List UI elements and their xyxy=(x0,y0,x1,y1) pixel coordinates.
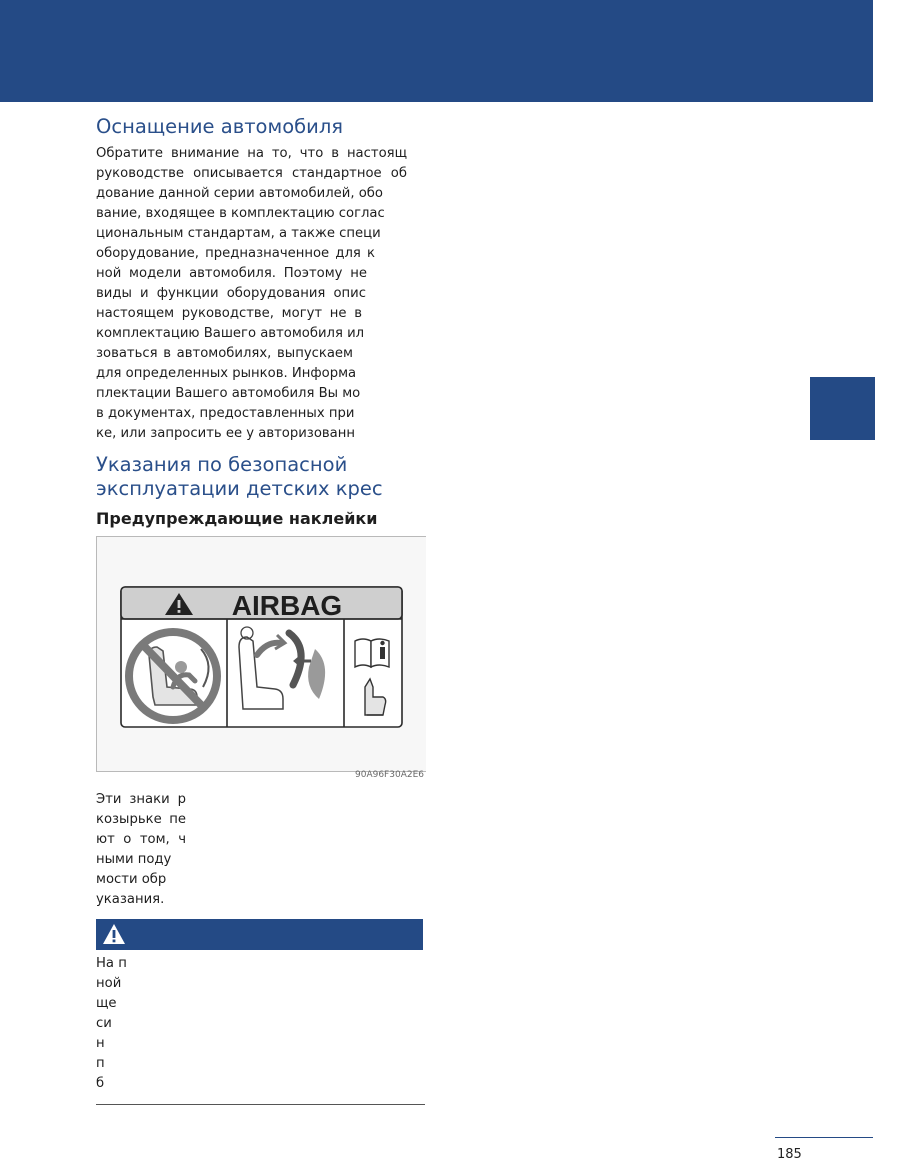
text-line: зоваться в автомобилях, выпускаем xyxy=(96,346,353,361)
text-line: ке, или запросить ее у авторизованн xyxy=(96,426,355,441)
section-title-equipment: Оснащение автомобиля xyxy=(96,115,344,138)
warning-text xyxy=(96,954,136,1094)
text-line: дование данной серии автомобилей, обо xyxy=(96,186,383,201)
text-line: указания. xyxy=(96,892,165,907)
warning-box-header xyxy=(96,919,423,950)
text-line: руководстве описывается стандартное об xyxy=(96,166,407,181)
text-line: Обратите внимание на то, что в настоящ xyxy=(96,146,407,161)
text-line: для определенных рынков. Информа xyxy=(96,366,357,381)
page-number-rule xyxy=(775,1137,873,1138)
text-line: н xyxy=(96,1036,105,1051)
text-line: комплектацию Вашего автомобиля ил xyxy=(96,326,365,341)
text-line: мости обр xyxy=(96,872,167,887)
text-line: Эти знаки р xyxy=(96,792,186,807)
text-line: циональным стандартам, а также специ xyxy=(96,226,381,241)
text-line: ной xyxy=(96,976,122,991)
text-line: оборудование, предназначенное для к xyxy=(96,246,375,261)
airbag-label-text: AIRBAG xyxy=(231,590,343,621)
text-line: ной модели автомобиля. Поэтому не xyxy=(96,266,367,281)
section-title-child-seats-line1: Указания по безопасной xyxy=(96,453,348,476)
text-line: настоящем руководстве, могут не в xyxy=(96,306,362,321)
text-line: вание, входящее в комплектацию соглас xyxy=(96,206,385,221)
text-line: в документах, предоставленных при xyxy=(96,406,355,421)
text-line: На п xyxy=(96,956,127,971)
text-line: б xyxy=(96,1076,105,1091)
text-line: си xyxy=(96,1016,112,1031)
section-child-seats-text xyxy=(96,790,186,910)
text-line: ще xyxy=(96,996,117,1011)
text-line: козырьке пе xyxy=(96,812,186,827)
subsection-title-warning-labels: Предупреждающие наклейки xyxy=(96,509,378,528)
section-title-child-seats-line2: эксплуатации детских крес xyxy=(96,477,383,500)
chapter-tab xyxy=(810,377,875,440)
figure-code: 90A96F30A2E6 xyxy=(355,770,424,780)
section-equipment-text xyxy=(96,144,407,444)
warning-triangle-icon xyxy=(102,923,126,945)
text-line: ными поду xyxy=(96,852,172,867)
warning-box-bottom-rule xyxy=(96,1104,425,1105)
page-number: 185 xyxy=(777,1147,802,1162)
text-line: плектации Вашего автомобиля Вы мо xyxy=(96,386,361,401)
text-line: п xyxy=(96,1056,105,1071)
text-line: виды и функции оборудования опис xyxy=(96,286,366,301)
airbag-warning-label-figure xyxy=(96,536,426,772)
text-line: ют о том, ч xyxy=(96,832,186,847)
header-band xyxy=(0,0,873,102)
